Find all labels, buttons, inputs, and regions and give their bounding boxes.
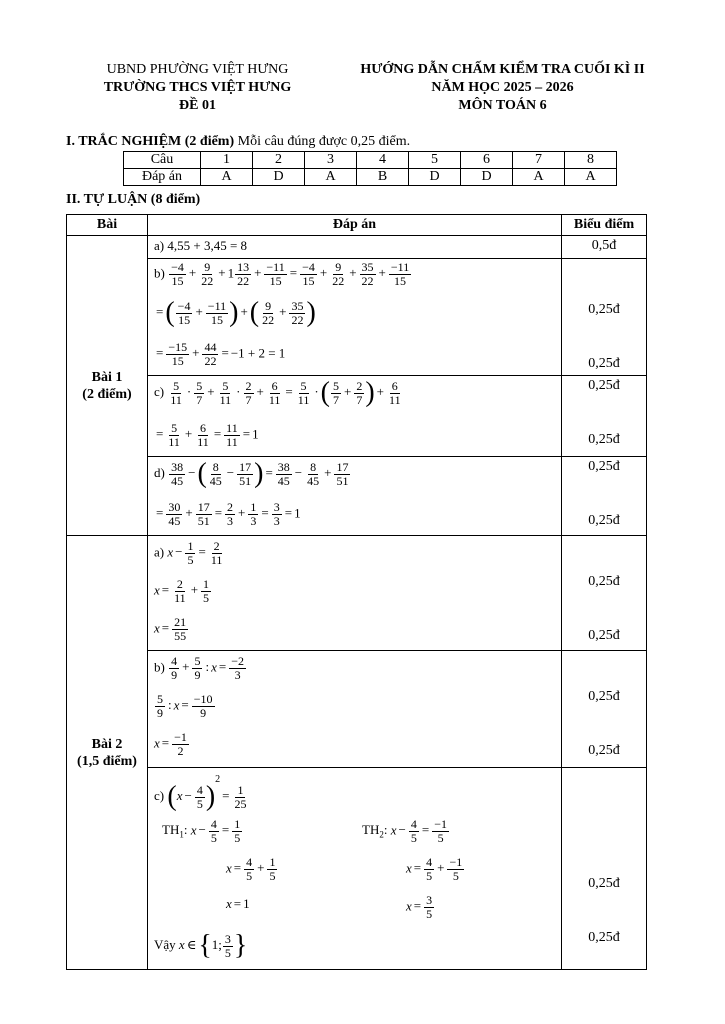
mc-question: 2 <box>253 152 305 169</box>
mc-question: 5 <box>409 152 461 169</box>
bai1-row-d <box>67 457 647 536</box>
section-1-heading <box>66 134 410 150</box>
bai1b-answer: b) $\frac{-4}{15}$ + $\frac{9}{22}$ + 1 $\frac{13}{22}$ + $\frac{-11}{15}$ = $\frac{-4}{15}$ + $\frac{9}{22}$ + $\frac{35}{22}$ + $\frac{-11}{15}$ =( $\frac{-4}{15}$ + $\frac{-11}{15}$ ) +( $\frac{9}{22}$ + $\frac{35}{22}$ ) = $\frac{-15}{15}$ + $\frac{44}{22}$ = −1 + 2 = 1 <box>148 259 562 376</box>
bai2b-answer: b) $\frac{4}{9}$ + $\frac{5}{9}$ : x = $\frac{-2}{3}$ $\frac{5}{9}$ : x = $\frac{-10}{9}$ x = $\frac{-1}{2}$ <box>148 651 562 768</box>
score-value: 0,5đ <box>591 238 617 253</box>
mc-question: 1 <box>201 152 253 169</box>
score-value: 0,25đ <box>588 574 620 589</box>
bai2c-score <box>562 768 647 970</box>
mc-question: 8 <box>565 152 617 169</box>
th1-label: $TH_1$: <box>162 822 188 841</box>
mc-question: 6 <box>461 152 513 169</box>
label-a: a) <box>154 544 165 560</box>
bai2-name: Bài 2 <box>91 736 123 752</box>
mc-answer: A <box>201 169 253 186</box>
bai1d-score <box>562 457 647 536</box>
score-value: 0,25đ <box>588 876 620 891</box>
bai1-points: (2 điểm) <box>82 386 132 402</box>
mc-answer: A <box>565 169 617 186</box>
bai1-label-cell <box>67 236 148 536</box>
label-b: b) <box>154 659 165 675</box>
mc-answer: A <box>305 169 357 186</box>
score-value: 0,25đ <box>588 378 620 393</box>
bai2-row-a <box>67 536 647 651</box>
multiple-choice-table <box>123 151 617 186</box>
mc-row-answers <box>124 169 617 186</box>
mc-question: 3 <box>305 152 357 169</box>
score-value: 0,25đ <box>588 689 620 704</box>
mc-answer: D <box>409 169 461 186</box>
col-header-dap-an: Đáp án <box>148 215 562 236</box>
section-1-note: Mỗi câu đúng được 0,25 điểm. <box>234 134 411 149</box>
section-2-title: II. TỰ LUẬN (8 điểm) <box>66 192 201 207</box>
bai1c-answer: c) $\frac{5}{11}$ · $\frac{5}{7}$ + $\frac{5}{11}$ · $\frac{2}{7}$ + $\frac{6}{11}$ = $\frac{5}{11}$ ·( $\frac{5}{7}$ + $\frac{2}{7}$ ) + $\frac{6}{11}$ = $\frac{5}{11}$ + $\frac{6}{11}$ = $\frac{11}{11}$ = 1 <box>148 376 562 457</box>
bai1a-answer <box>148 236 562 259</box>
header-left-line-3: ĐỀ 01 <box>179 98 216 113</box>
mc-answer: D <box>461 169 513 186</box>
label-d: d) <box>154 464 165 480</box>
bai1-row-a <box>67 236 647 259</box>
header-right-line-1: HƯỚNG DẪN CHẤM KIỂM TRA CUỐI KÌ II <box>360 62 645 77</box>
bai2-row-c <box>67 768 647 970</box>
bai2b-score <box>562 651 647 768</box>
bai1-row-c <box>67 376 647 457</box>
score-value: 0,25đ <box>588 513 620 528</box>
mc-answer: D <box>253 169 305 186</box>
mc-question: 7 <box>513 152 565 169</box>
bai2-points: (1,5 điểm) <box>77 753 137 769</box>
section-1-title: I. TRẮC NGHIỆM (2 điểm) <box>66 134 235 149</box>
label-c: c) <box>154 788 165 803</box>
score-value: 0,25đ <box>588 743 620 758</box>
score-value: 0,25đ <box>588 432 620 447</box>
bai1c-score <box>562 376 647 457</box>
bai1d-answer: d) $\frac{38}{45}$ −( $\frac{8}{45}$ − $\frac{17}{51}$ ) = $\frac{38}{45}$ − $\frac{8}{45}$ + $\frac{17}{51}$ = $\frac{30}{45}$ + $\frac{17}{51}$ = $\frac{2}{3}$ + $\frac{1}{3}$ = $\frac{3}{3}$ = 1 <box>148 457 562 536</box>
table-header-row <box>67 215 647 236</box>
header-right-line-3: MÔN TOÁN 6 <box>458 98 547 113</box>
label-c: c) <box>154 383 165 399</box>
th2-label: $TH_2$: <box>362 822 388 841</box>
bai1a-expression: 4,55 + 3,45 = 8 <box>167 238 248 253</box>
mc-answer: B <box>357 169 409 186</box>
header-left-line-1: UBND PHƯỜNG VIỆT HƯNG <box>106 62 289 77</box>
label-a: a) <box>154 238 165 253</box>
bai2a-answer: a) x − $\frac{1}{5}$ = $\frac{2}{11}$ x = $\frac{2}{11}$ + $\frac{1}{5}$ x = $\frac{21}{55}$ <box>148 536 562 651</box>
header-right-line-2: NĂM HỌC 2025 – 2026 <box>431 80 574 95</box>
label-b: b) <box>154 265 165 281</box>
bai1-name: Bài 1 <box>91 369 123 385</box>
bai2-label-cell <box>67 536 148 970</box>
header-left-line-2: TRƯỜNG THCS VIỆT HƯNG <box>103 80 292 95</box>
col-header-bai: Bài <box>67 215 148 236</box>
bai2a-score <box>562 536 647 651</box>
mc-label-cau: Câu <box>124 152 201 169</box>
score-value: 0,25đ <box>588 356 620 371</box>
bai1-row-b <box>67 259 647 376</box>
mc-label-dap-an: Đáp án <box>124 169 201 186</box>
mc-row-questions <box>124 152 617 169</box>
col-header-bieu-diem: Biểu điểm <box>562 215 647 236</box>
score-value: 0,25đ <box>588 628 620 643</box>
mc-answer: A <box>513 169 565 186</box>
score-value: 0,25đ <box>588 930 620 945</box>
mc-question: 4 <box>357 152 409 169</box>
score-value: 0,25đ <box>588 302 620 317</box>
document-header <box>0 61 725 117</box>
score-value: 0,25đ <box>588 459 620 474</box>
bai2c-answer: c) (x − $\frac{4}{5}$ )$^2$= $\frac{1}{25}$ $TH_1$: x − $\frac{4}{5}$ = $\frac{1}{5}$ x = $\frac{4}{5}$ + $\frac{1}{5}$ x = 1 $TH_2$: x − $\frac{4}{5}$ = $\frac{-1}{5}$ x = $\frac{4}{5}$ + $\frac{-1}{5}$ x = $\frac{3}{5}$ Vậy x ∈{1; $\frac{3}{5}$ } <box>148 768 562 970</box>
conclusion-label: Vậy <box>154 936 176 952</box>
bai1b-score <box>562 259 647 376</box>
essay-answer-table <box>66 214 647 970</box>
bai2-row-b <box>67 651 647 768</box>
bai1a-score <box>562 236 647 259</box>
